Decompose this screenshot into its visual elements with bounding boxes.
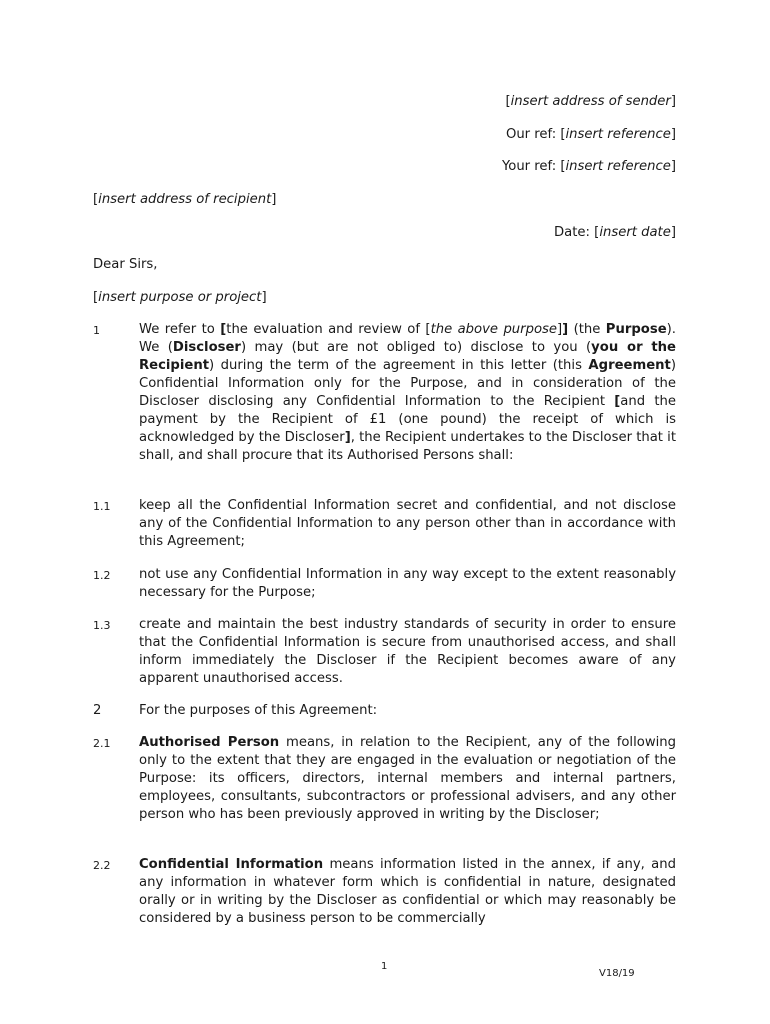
clause-2-2-text: Confidential Information means information listed in the annex, if any, and any information in whatever form which is confidential in nature, designated orally or in writing by the Discloser as confidential or which may reasonably be considered by a business person to be commercially xyxy=(139,857,676,926)
recipient-address: [insert address of recipient] xyxy=(93,192,277,207)
our-reference: Our ref: [insert reference] xyxy=(505,127,676,142)
purpose-line: [insert purpose or project] xyxy=(93,290,267,305)
clause-2-text: For the purposes of this Agreement: xyxy=(139,703,378,718)
sender-address: [insert address of sender] xyxy=(505,94,676,109)
your-reference: Your ref: [insert reference] xyxy=(501,159,676,174)
date-line: Date: [insert date] xyxy=(554,225,676,240)
clause-number: 1.3 xyxy=(93,619,111,632)
clause-1-2-text: not use any Confidential Information in any way except to the extent reasonably necessary for the Purpose; xyxy=(139,567,676,600)
clause-1-1-text: keep all the Confidential Information secret and confidential, and not disclose any of the Confidential Information to any person other than in accordance with this Agreement; xyxy=(139,498,676,549)
clause-number: 1.2 xyxy=(93,569,111,582)
clause-number: 2 xyxy=(93,703,102,718)
clause-number: 2.2 xyxy=(93,859,111,872)
clause-number: 1.1 xyxy=(93,500,111,513)
clause-2-1-text: Authorised Person means, in relation to the Recipient, any of the following only to the extent that they are engaged in the evaluation or negotiation of the Purpose: its officers, directors, internal members and internal partners, employees, consultants, subcontractors or professional advisers, and any other person who has been previously approved in writing by the Discloser; xyxy=(139,735,676,822)
page-number: 1 xyxy=(381,961,388,972)
salutation: Dear Sirs, xyxy=(93,257,158,272)
clause-number: 1 xyxy=(93,324,100,337)
clause-1-3-text: create and maintain the best industry standards of security in order to ensure that the Confidential Information is secure from unauthorised access, and shall inform immediately the Discloser if the Recipient becomes aware of any apparent unauthorised access. xyxy=(139,617,676,686)
defined-term: Authorised Person xyxy=(139,735,280,750)
defined-term: Confidential Information xyxy=(139,857,324,872)
clause-1-text: We refer to [the evaluation and review of [the above purpose]] (the Purpose). We (Discloser) may (but are not obliged to) disclose to you (you or the Recipient) during the term of the agreement in this letter (this Agreement) Confidential Information only for the Purpose, and in consideration of the Discloser disclosing any Confidential Information to the Recipient [and the payment by the Recipient of £1 (one pound) the receipt of which is acknowledged by the Discloser], the Recipient undertakes to the Discloser that it shall, and shall procure that its Authorised Persons shall: xyxy=(139,322,677,463)
version-label: V18/19 xyxy=(599,968,635,979)
clause-number: 2.1 xyxy=(93,737,111,750)
